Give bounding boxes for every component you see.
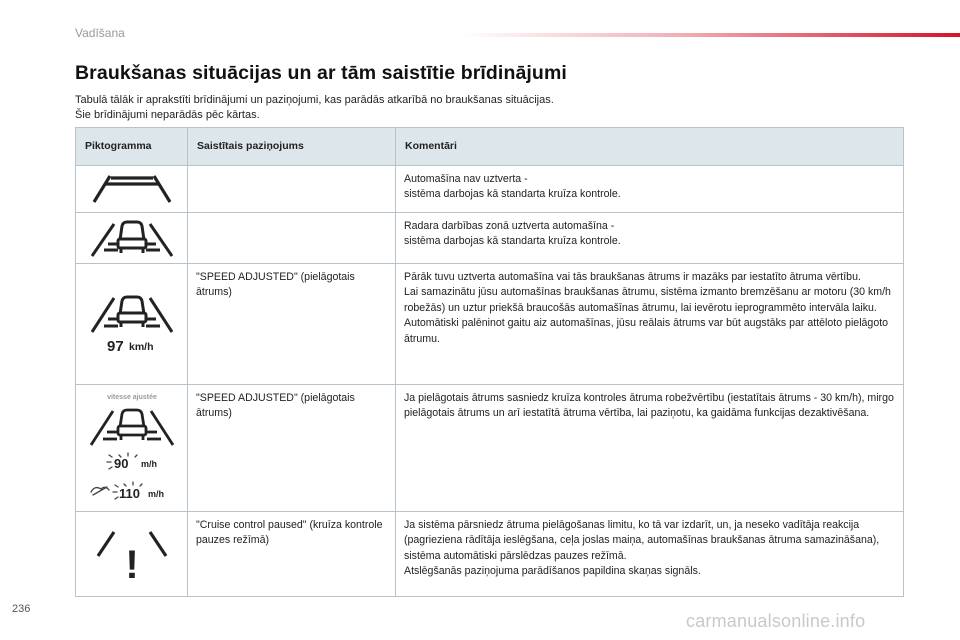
column-header-message: Saistītais paziņojums xyxy=(188,128,396,166)
intro-text xyxy=(75,93,554,123)
page-title: Braukšanas situācijas un ar tām saistītie brīdinājumi xyxy=(75,62,567,84)
pictogram-cell xyxy=(76,213,188,264)
pictogram-cell xyxy=(76,166,188,213)
watermark: carmanualsonline.info xyxy=(686,611,866,631)
table-row xyxy=(76,166,904,213)
message-cell: "SPEED ADJUSTED" (pielāgotais ātrums) xyxy=(188,385,396,512)
display-caption: vitesse ajustée xyxy=(106,394,157,401)
speed-value: 90 xyxy=(113,456,128,471)
comment-line: sistēma darbojas kā standarta kruīza kontrole. xyxy=(404,235,621,248)
comment-line: Ja sistēma pārsniedz ātruma pielāgošanas limitu, ko tā var izdarīt, un, ja neseko vadītāja reakcija (pagrieziena rādītāja ieslēgšana, ceļa joslas maiņa, automašīnas braukšanas ātruma samazināšana), sistēma automātiski pārslēdzas pauzes režīmā. xyxy=(404,519,880,562)
comment-cell xyxy=(396,385,904,512)
comment-line: Radara darbības zonā uztverta automašīna - xyxy=(404,220,615,232)
table-row xyxy=(76,213,904,264)
speed-unit: m/h xyxy=(147,489,164,499)
comment-cell xyxy=(396,213,904,264)
column-header-pictogram: Piktogramma xyxy=(76,128,188,166)
comment-line: Ja pielāgotais ātrums sasniedz kruīza kontroles ātruma robežvērtību (iestatītais ātrums - 30 km/h), mirgo pielāgotais ātrums un arī iestatītā ātruma vērtība, lai paziņotu, ka gaidāma funkcijas dezaktivēšana. xyxy=(404,392,894,420)
comment-line: Automātiski palēninot gaitu aiz automašīnas, jūsu reālais ātrums var būt augstāks par attēloto pielāgoto ātrumu. xyxy=(404,317,889,345)
speed-value: 97 xyxy=(106,338,124,355)
intro-line: Šie brīdinājumi neparādās pēc kārtas. xyxy=(75,109,260,121)
warning-glyph: ! xyxy=(124,543,139,586)
speed-value-2: 110 xyxy=(118,486,140,501)
message-cell: "Cruise control paused" (kruīza kontrole pauzes režīmā) xyxy=(188,512,396,597)
message-cell xyxy=(188,213,396,264)
intro-line: Tabulā tālāk ir aprakstīti brīdinājumi un paziņojumi, kas parādās atkarībā no braukšanas situācijas. xyxy=(75,94,554,106)
car-in-lane-speed-icon xyxy=(84,292,180,356)
section-label: Vadīšana xyxy=(75,26,125,40)
table-header-row xyxy=(76,128,904,166)
comment-cell xyxy=(396,512,904,597)
table-row xyxy=(76,264,904,385)
speed-unit: km/h xyxy=(128,341,154,353)
comment-cell xyxy=(396,264,904,385)
table-row xyxy=(76,512,904,597)
pictogram-cell xyxy=(76,512,188,597)
message-cell xyxy=(188,166,396,213)
cruise-paused-warning-icon xyxy=(84,522,180,586)
comment-line: Automašīna nav uztverta - xyxy=(404,173,528,185)
comment-line: Atslēgšanās paziņojuma parādīšanos papildina skaņas signāls. xyxy=(404,565,701,578)
comment-line: sistēma darbojas kā standarta kruīza kontrole. xyxy=(404,188,621,201)
comment-line: Lai samazinātu jūsu automašīnas braukšanas ātrumu, sistēma izmanto bremzēšanu ar motoru (30 km/h robežās) un uztur priekšā braucošās automašīnas ātrumu, lai ievērotu ieprogrammēto intervāla laiku. xyxy=(404,286,891,314)
warnings-table xyxy=(75,127,904,597)
speed-unit: m/h xyxy=(140,459,157,469)
column-header-comments: Komentāri xyxy=(396,128,904,166)
pictogram-cell xyxy=(76,385,188,512)
message-cell: "SPEED ADJUSTED" (pielāgotais ātrums) xyxy=(188,264,396,385)
page-number: 236 xyxy=(12,603,31,615)
header-accent-bar xyxy=(460,33,960,37)
lane-lines-icon xyxy=(84,170,180,208)
speed-adjusted-display-icon xyxy=(83,389,181,507)
pictogram-cell xyxy=(76,264,188,385)
car-in-lane-icon xyxy=(84,216,180,260)
comment-line: Pārāk tuvu uztverta automašīna vai tās braukšanas ātrums ir mazāks par iestatīto ātruma vērtību. xyxy=(404,271,861,283)
table-row xyxy=(76,385,904,512)
comment-cell xyxy=(396,166,904,213)
